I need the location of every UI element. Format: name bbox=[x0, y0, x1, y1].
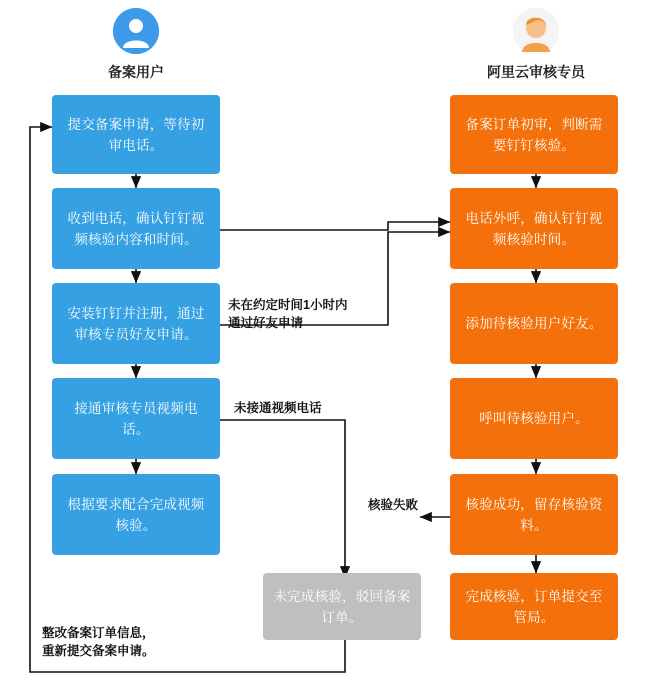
edge-label-video-call-unanswered-line1: 未接通视频电话 bbox=[234, 401, 322, 415]
node-reject-order[interactable] bbox=[263, 573, 421, 640]
edge-label-video-call-unanswered bbox=[234, 399, 322, 417]
node-user-step-5[interactable] bbox=[52, 474, 220, 555]
node-reviewer-step-4-label: 呼叫待核验用户。 bbox=[479, 411, 589, 426]
edge-label-not-approved-in-1h-line1: 未在约定时间1小时内 bbox=[228, 298, 348, 312]
node-user-step-3[interactable] bbox=[52, 283, 220, 364]
node-reviewer-step-5-label: 核验成功，留存核验资料。 bbox=[465, 496, 603, 533]
node-reviewer-step-6[interactable] bbox=[450, 573, 618, 640]
node-reviewer-step-3[interactable] bbox=[450, 283, 618, 364]
node-reject-order-label: 未完成核验，驳回备案订单。 bbox=[273, 588, 411, 625]
edge-label-verification-failed bbox=[368, 496, 418, 514]
node-user-step-3-label: 安装钉钉并注册，通过审核专员好友申请。 bbox=[67, 305, 205, 342]
node-reviewer-step-2-label: 电话外呼，确认钉钉视频核验时间。 bbox=[465, 210, 603, 247]
node-reviewer-step-4[interactable] bbox=[450, 378, 618, 459]
reviewer-avatar-icon bbox=[513, 8, 559, 54]
node-user-step-4[interactable] bbox=[52, 378, 220, 459]
user-avatar-icon bbox=[113, 8, 159, 54]
edge-label-resubmit-line1: 整改备案订单信息， bbox=[42, 626, 155, 640]
node-reviewer-step-6-label: 完成核验，订单提交至管局。 bbox=[465, 588, 603, 625]
node-user-step-4-label: 接通审核专员视频电话。 bbox=[74, 400, 198, 437]
lane-title-reviewer: 阿里云审核专员 bbox=[487, 64, 585, 80]
node-reviewer-step-1-label: 备案订单初审，判断需要钉钉核验。 bbox=[465, 116, 603, 153]
edge-label-resubmit bbox=[42, 624, 155, 660]
node-reviewer-step-2[interactable] bbox=[450, 188, 618, 269]
node-user-step-5-label: 根据要求配合完成视频核验。 bbox=[67, 496, 205, 533]
edge-label-resubmit-line2: 重新提交备案申请。 bbox=[42, 644, 155, 658]
node-reviewer-step-1[interactable] bbox=[450, 95, 618, 174]
edge-label-not-approved-in-1h bbox=[228, 296, 347, 332]
lane-title-user: 备案用户 bbox=[108, 64, 164, 80]
node-user-step-2[interactable] bbox=[52, 188, 220, 269]
node-user-step-1-label: 提交备案申请，等待初审电话。 bbox=[67, 116, 205, 153]
node-user-step-2-label: 收到电话，确认钉钉视频核验内容和时间。 bbox=[67, 210, 205, 247]
node-reviewer-step-5[interactable] bbox=[450, 474, 618, 555]
edge-label-not-approved-in-1h-line2: 通过好友申请 bbox=[228, 316, 304, 330]
node-user-step-1[interactable] bbox=[52, 95, 220, 174]
edge-label-verification-failed-line1: 核验失败 bbox=[368, 498, 419, 512]
node-reviewer-step-3-label: 添加待核验用户好友。 bbox=[465, 316, 603, 331]
